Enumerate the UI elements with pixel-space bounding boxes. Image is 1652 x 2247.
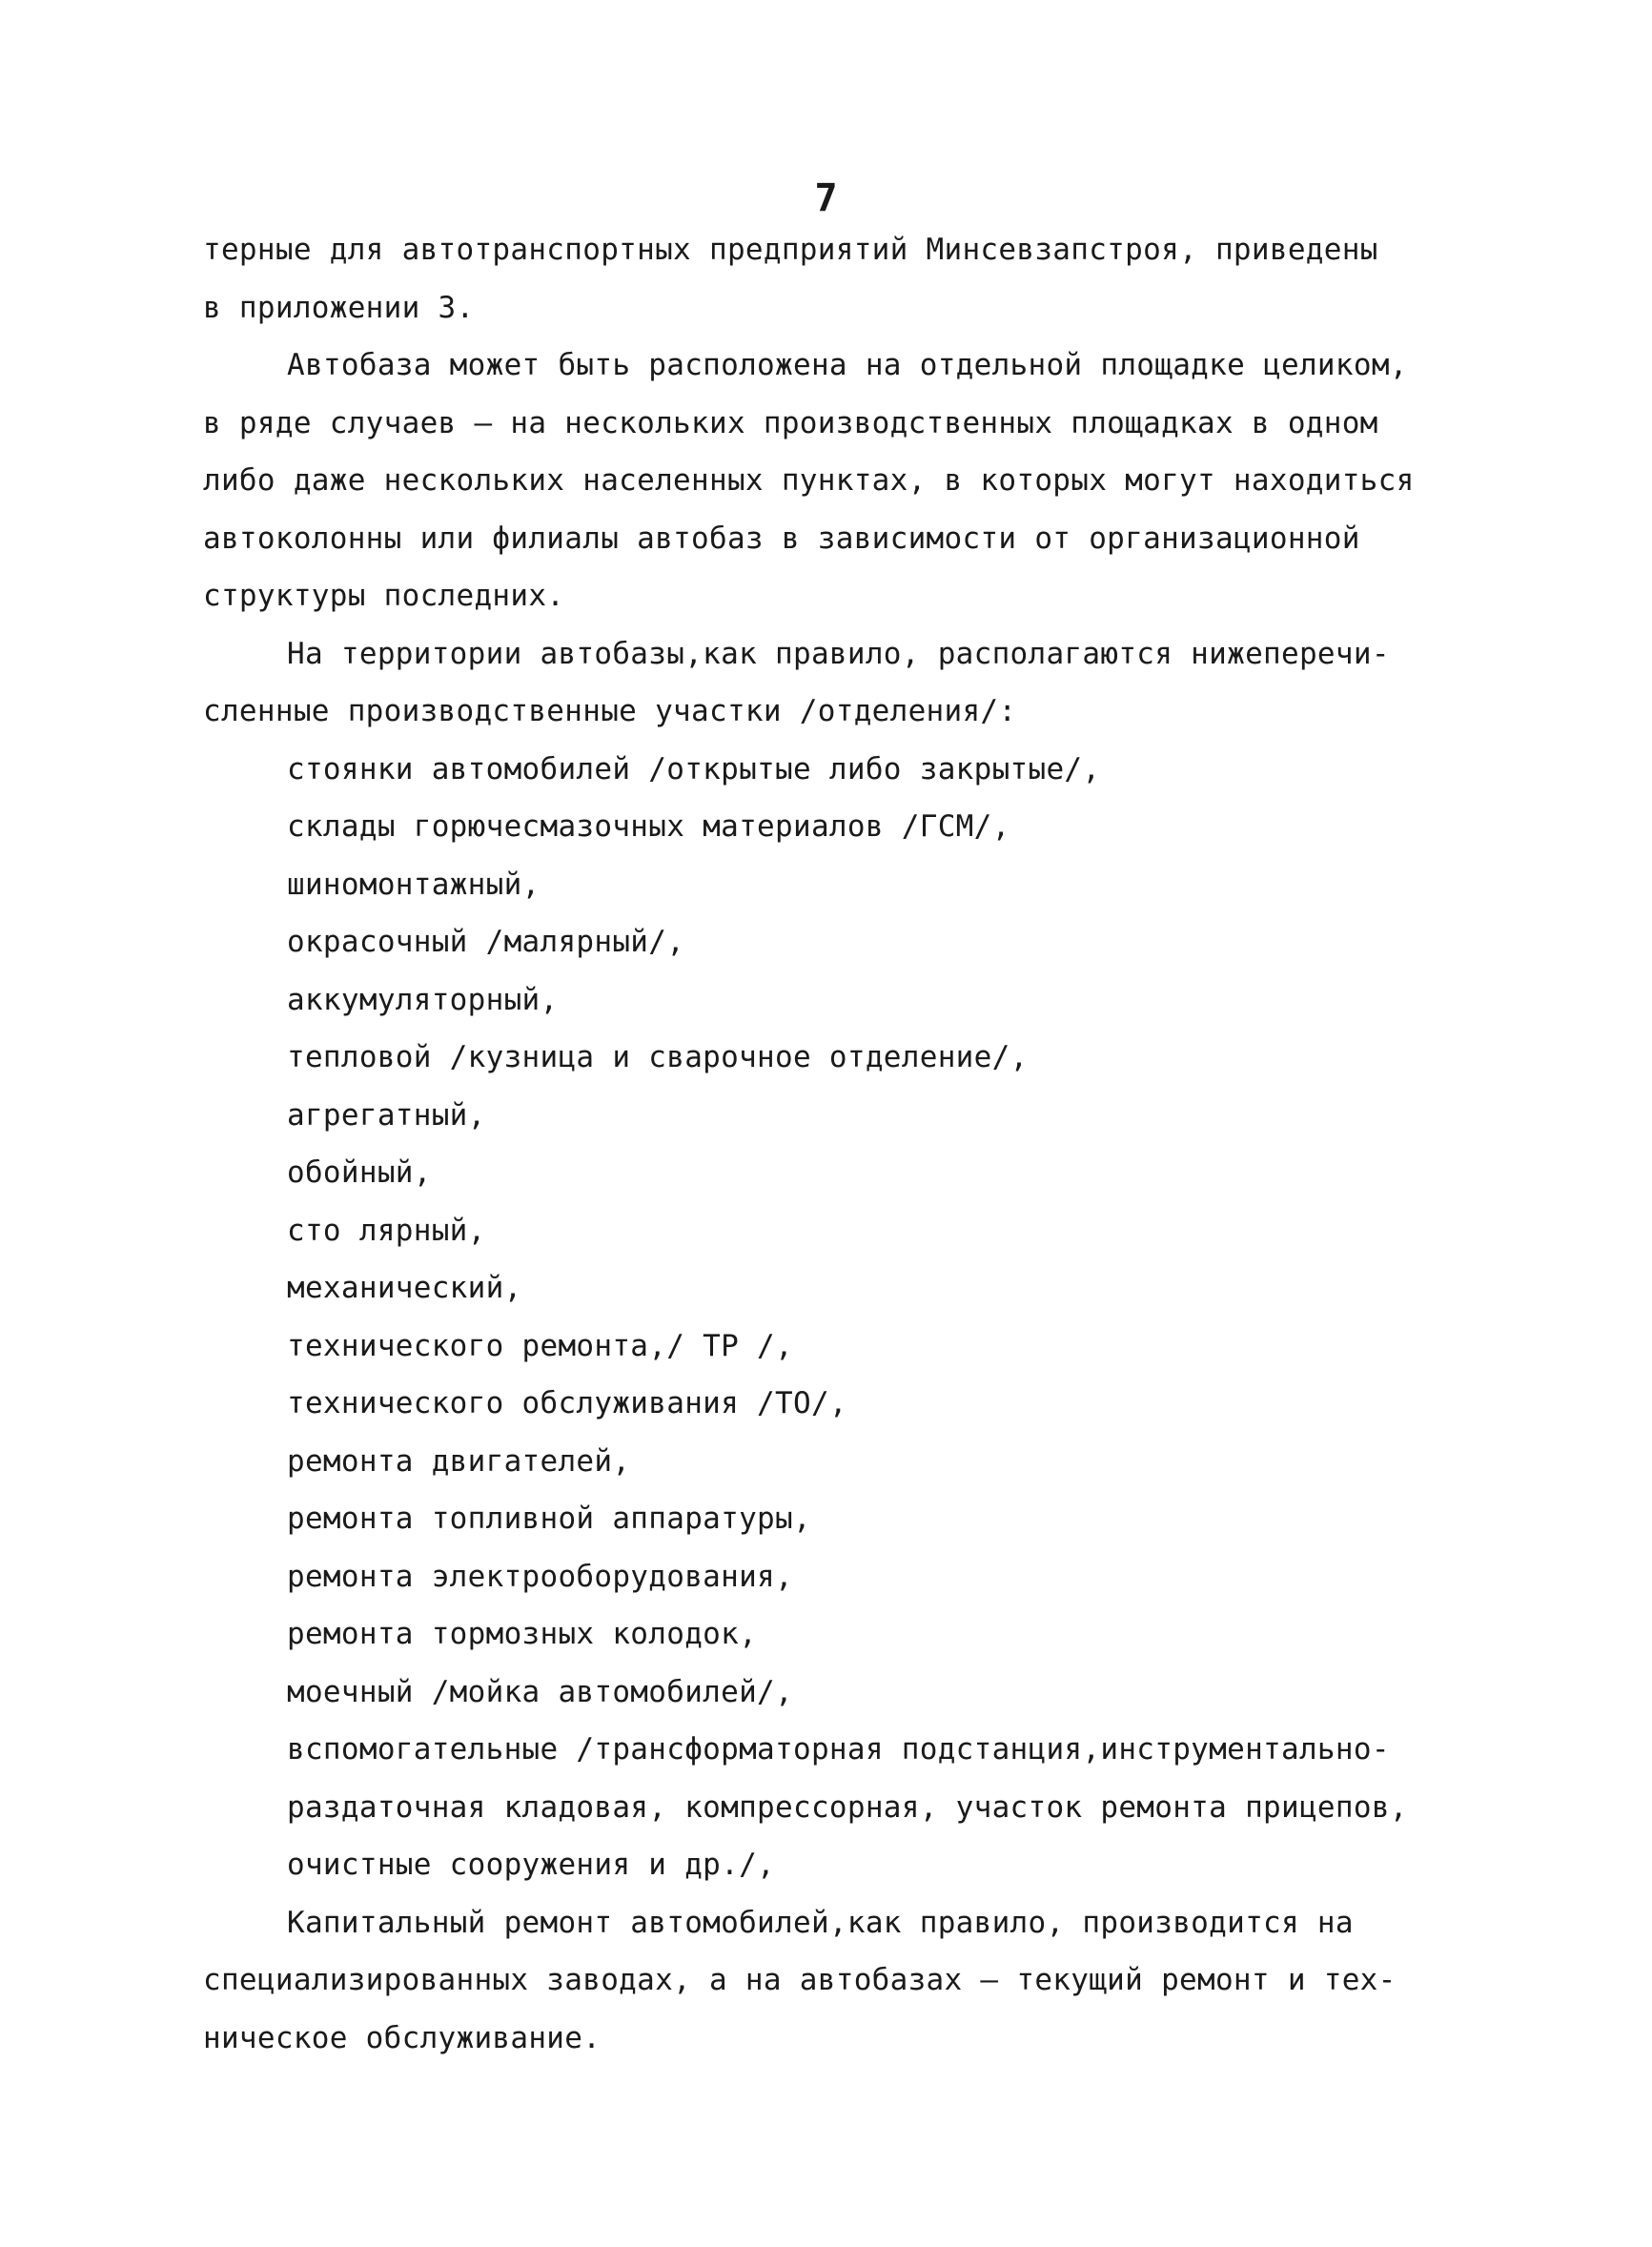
text-line: На территории автобазы,как правило, располагаются нижеперечи- <box>287 636 1390 671</box>
text-line: либо даже нескольких населенных пунктах, в которых могут находиться <box>203 463 1415 498</box>
text-line: ремонта двигателей, <box>287 1443 631 1479</box>
text-line: моечный /мойка автомобилей/, <box>287 1674 793 1709</box>
body-text <box>203 221 1442 2067</box>
text-line: технического обслуживания /ТО/, <box>287 1386 847 1420</box>
text-line: обойный, <box>287 1155 432 1190</box>
text-line: ремонта электрооборудования, <box>287 1559 793 1594</box>
page-number: 7 <box>814 176 838 220</box>
text-line: структуры последних. <box>203 579 565 613</box>
text-line: ническое обслуживание. <box>203 2020 602 2055</box>
text-line: ремонта топливной аппаратуры, <box>287 1501 811 1536</box>
text-line: Капитальный ремонт автомобилей,как правило, производится на <box>287 1905 1354 1940</box>
text-line: раздаточная кладовая, компрессорная, участок ремонта прицепов, <box>287 1789 1408 1825</box>
text-line: сленные производственные участки /отделения/: <box>203 694 1017 728</box>
text-line: в ряде случаев – на нескольких производственных площадках в одном <box>203 405 1378 440</box>
text-line: тепловой /кузница и сварочное отделение/, <box>287 1040 1029 1074</box>
text-line: стоянки автомобилей /открытые либо закрытые/, <box>287 751 1101 786</box>
text-line: шиномонтажный, <box>287 867 540 902</box>
text-line: вспомогательные /трансформаторная подстанция,инструментально- <box>287 1732 1390 1767</box>
text-line: терные для автотранспортных предприятий Минсевзапстроя, приведены <box>203 233 1378 267</box>
text-line: сто лярный, <box>287 1213 486 1248</box>
text-line: аккумуляторный, <box>287 982 559 1017</box>
text-line: очистные сооружения и др./, <box>287 1848 776 1882</box>
text-line: автоколонны или филиалы автобаз в зависимости от организационной <box>203 521 1360 556</box>
text-line: ремонта тормозных колодок, <box>287 1617 758 1651</box>
text-line: специализированных заводах, а на автобазах – текущий ремонт и тех- <box>203 1963 1397 1997</box>
text-line: агрегатный, <box>287 1097 486 1133</box>
text-line: Автобаза может быть расположена на отдельной площадке целиком, <box>287 348 1408 382</box>
text-line: в приложении 3. <box>203 290 475 325</box>
text-line: окрасочный /малярный/, <box>287 925 685 959</box>
text-line: склады горючесмазочных материалов /ГСМ/, <box>287 809 1010 844</box>
text-line: механический, <box>287 1271 522 1305</box>
text-line: технического ремонта,/ ТР /, <box>287 1328 793 1363</box>
